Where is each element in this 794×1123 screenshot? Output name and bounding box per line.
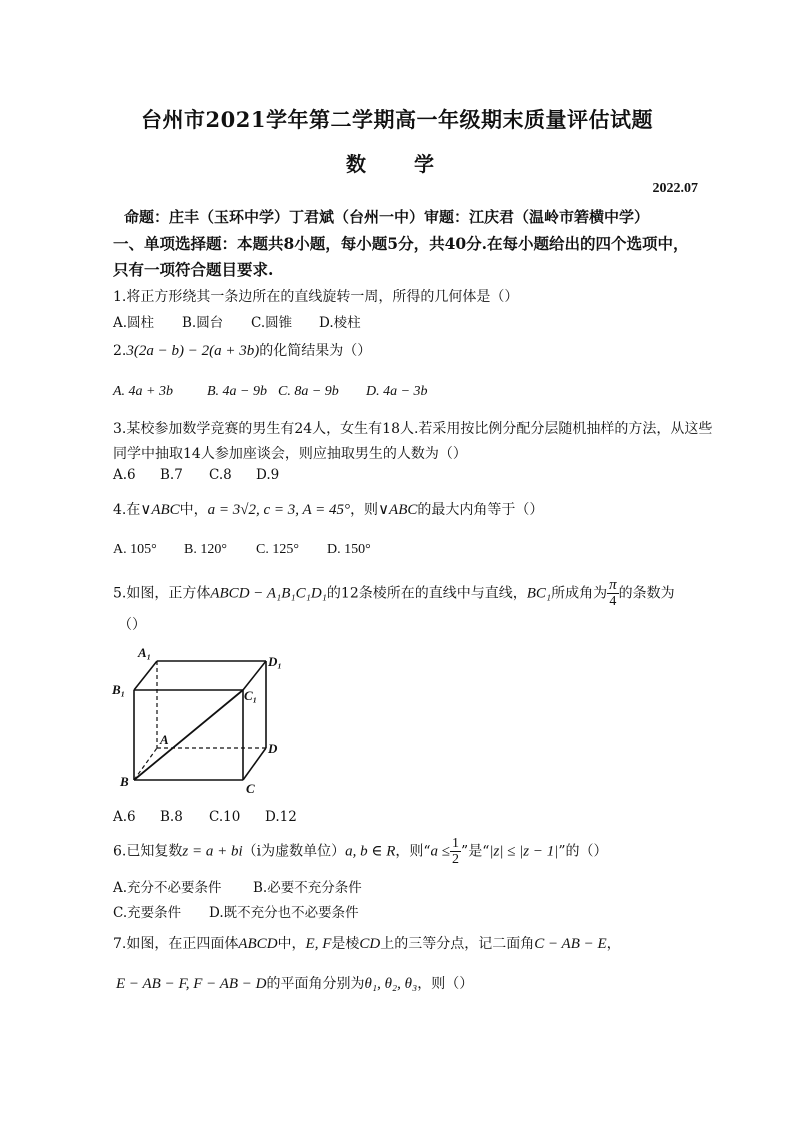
question-text: 上的三等分点，记二面角 (380, 936, 535, 952)
question-5-options (113, 809, 297, 825)
fraction-one-half: $\frac{1}{2}$ (452, 836, 460, 867)
label-c1: C₁ (244, 688, 258, 703)
line-name: BC₁ (526, 585, 552, 602)
question-text: ，则“ (395, 843, 431, 860)
option-b: B.8 (160, 809, 183, 825)
question-1-options (113, 311, 361, 331)
diagonal-bc1 (134, 690, 243, 780)
complex-number: z = a + bi (182, 843, 243, 860)
section-heading-line1: 一、单项选择题：本题共8小题，每小题5分，共40分.在每小题给出的四个选项中， (113, 234, 689, 253)
question-text: 的12条棱所在的直线中与直线， (326, 585, 527, 602)
label-b1: B₁ (112, 682, 126, 697)
label-d1: D₁ (268, 654, 282, 669)
question-text: 是棱 (331, 936, 360, 952)
question-5 (113, 578, 675, 609)
math-condition: a = 3√2, c = 3, A = 45° (207, 502, 351, 518)
option-c: C.圆锥 (251, 315, 293, 331)
option-c: C.充要条件 (113, 905, 182, 921)
label-a: A (160, 732, 169, 747)
subject-heading: 数 学 (346, 152, 448, 176)
dihedral-angles: E − AB − F, F − AB − D (116, 976, 267, 992)
option-b: B.必要不充分条件 (253, 880, 362, 896)
option-a: A. 105° (113, 542, 157, 557)
question-4 (113, 499, 543, 519)
label-d: D (268, 741, 278, 756)
option-a: A.圆柱 (113, 315, 155, 331)
question-6-options-row2 (113, 901, 359, 921)
angle-names: θ₁, θ₂, θ₃ (364, 976, 418, 992)
question-text: ”是“ (461, 843, 490, 860)
cube-figure (108, 640, 288, 800)
question-text: 中， (277, 936, 306, 952)
question-5-line2: （） (118, 617, 146, 633)
exam-title: 台州市2021学年第二学期高一年级期末质量评估试题 (141, 107, 653, 132)
question-3-options (113, 467, 279, 483)
question-text: ，则 (350, 502, 379, 518)
question-1: 1.将正方形绕其一条边所在的直线旋转一周，所得的几何体是（） (113, 289, 519, 305)
option-c: C.10 (209, 809, 241, 825)
option-b: B.7 (160, 467, 183, 483)
question-text: 的平面角分别为 (266, 976, 365, 992)
math-condition: |z| ≤ |z − 1| (489, 843, 559, 860)
dihedral-angle: C − AB − E (534, 936, 607, 952)
cube-name: ABCD − A₁B₁C₁D₁ (210, 585, 327, 602)
option-d: D.12 (265, 809, 297, 825)
math-expression: 3(2a − b) − 2(a + 3b) (126, 343, 260, 359)
option-d: D. 4a − 3b (366, 384, 428, 399)
option-b: B. 120° (184, 542, 227, 557)
question-number: 2. (113, 343, 127, 359)
option-a: A. 4a + 3b (113, 384, 173, 399)
label-b: B (120, 774, 129, 789)
edge-c1d1 (243, 661, 266, 690)
question-3-line2: 同学中抽取14人参加座谈会，则应抽取男生的人数为（） (113, 446, 467, 462)
exam-date: 2022.07 (652, 181, 698, 196)
question-text: 4.在 (113, 502, 141, 518)
option-b: B.圆台 (182, 315, 224, 331)
question-text: ”的（） (558, 843, 608, 860)
question-text: 7.如图，在正四面体 (113, 936, 239, 952)
option-a: A.6 (113, 467, 136, 483)
option-c: C. 8a − 9b (278, 384, 339, 399)
question-7-line1 (113, 933, 621, 953)
question-text: 的最大内角等于（） (417, 502, 544, 518)
question-text: 6.已知复数 (113, 843, 183, 860)
math-condition: a ≤ (430, 843, 451, 860)
option-d: D.既不充分也不必要条件 (209, 905, 359, 921)
label-c: C (246, 781, 255, 796)
question-text: 所成角为 (551, 585, 608, 602)
option-a: A.充分不必要条件 (113, 880, 222, 896)
question-text: 的条数为 (618, 585, 675, 602)
option-d: D.9 (256, 467, 280, 483)
question-text: 的化简结果为（） (259, 343, 372, 359)
question-text: （i为虚数单位） (242, 843, 346, 860)
question-7-line2 (116, 973, 473, 993)
option-c: C.8 (209, 467, 232, 483)
edge-cd (243, 748, 266, 780)
question-6-options-row1 (113, 876, 362, 896)
option-c: C. 125° (256, 542, 299, 557)
option-d: D.棱柱 (319, 315, 361, 331)
triangle-name: ∨ABC (140, 502, 180, 518)
question-text: ， (606, 936, 621, 952)
section-heading-line2: 只有一项符合题目要求. (113, 260, 274, 279)
question-2 (113, 340, 371, 360)
point-names: E, F (305, 936, 332, 952)
math-condition: a, b ∈ R (345, 843, 396, 860)
triangle-name: ∨ABC (378, 502, 418, 518)
option-b: B. 4a − 9b (207, 384, 267, 399)
edge-name: CD (359, 936, 381, 952)
question-text: 中， (179, 502, 208, 518)
question-text: ，则（） (417, 976, 474, 992)
edge-b1a1 (134, 661, 157, 690)
authors-line: 命题：庄丰（玉环中学）丁君斌（台州一中）审题：江庆君（温岭市箬横中学） (124, 208, 650, 226)
tetrahedron-name: ABCD (238, 936, 278, 952)
option-a: A.6 (113, 809, 136, 825)
question-text: 5.如图，正方体 (113, 585, 211, 602)
question-4-options (113, 541, 371, 558)
question-3-line1: 3.某校参加数学竞赛的男生有24人，女生有18人.若采用按比例分配分层随机抽样的方法，从这些 (113, 421, 713, 437)
fraction-pi-over-4: $\frac{\pi}{4}$ (609, 577, 617, 609)
question-6 (113, 836, 608, 867)
question-2-options (113, 383, 428, 400)
option-d: D. 150° (327, 542, 371, 557)
label-a1: A₁ (138, 645, 152, 660)
